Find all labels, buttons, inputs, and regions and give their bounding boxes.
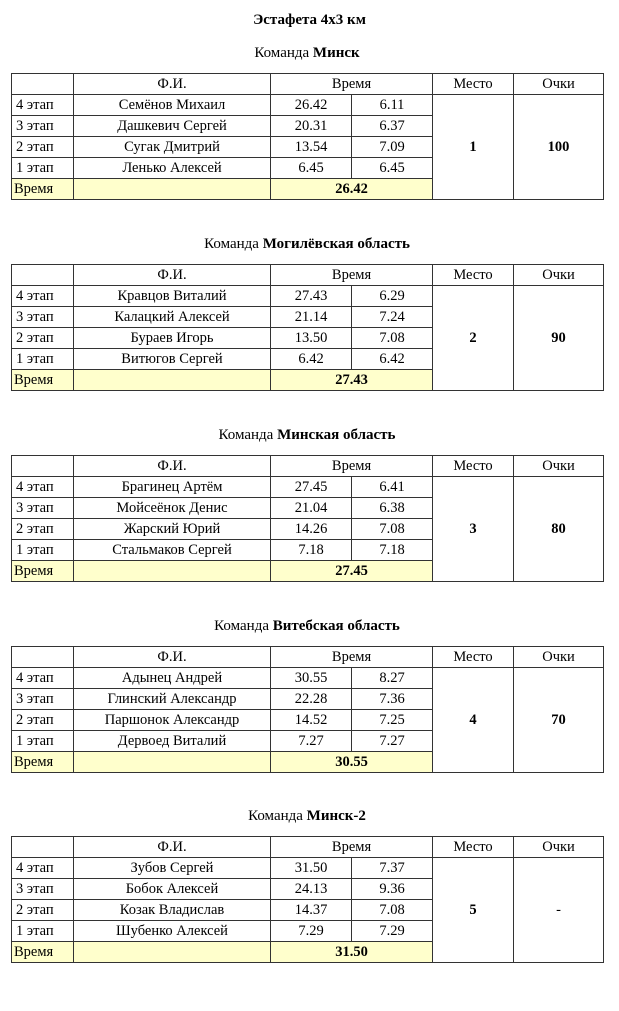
stage-cell: 3 этап (12, 116, 74, 137)
split-time-cell: 7.18 (352, 540, 433, 561)
team-name: Витебская область (272, 618, 400, 634)
team-block (11, 43, 603, 200)
points-cell: 90 (514, 286, 604, 391)
split-time-cell: 6.38 (352, 498, 433, 519)
table-row (12, 668, 604, 689)
team-block (11, 234, 603, 391)
athlete-name-cell: Жарский Юрий (74, 519, 271, 540)
table-row (12, 858, 604, 879)
table-row (12, 95, 604, 116)
team-heading (11, 425, 603, 445)
stage-header (12, 837, 74, 858)
split-time-cell: 8.27 (352, 668, 433, 689)
stage-cell: 2 этап (12, 519, 74, 540)
cumulative-time-cell: 7.29 (271, 921, 352, 942)
cumulative-time-cell: 14.26 (271, 519, 352, 540)
stage-cell: 1 этап (12, 158, 74, 179)
team-heading (11, 616, 603, 636)
stage-header (12, 74, 74, 95)
split-time-cell: 7.09 (352, 137, 433, 158)
split-time-cell: 7.08 (352, 900, 433, 921)
total-fill (74, 752, 271, 773)
place-cell: 2 (433, 286, 514, 391)
stage-cell: 1 этап (12, 921, 74, 942)
split-time-cell: 6.29 (352, 286, 433, 307)
cumulative-time-cell: 24.13 (271, 879, 352, 900)
cumulative-time-cell: 21.04 (271, 498, 352, 519)
total-time-value: 31.50 (271, 942, 433, 963)
points-header: Очки (514, 837, 604, 858)
header-row (12, 456, 604, 477)
cumulative-time-cell: 31.50 (271, 858, 352, 879)
place-cell: 4 (433, 668, 514, 773)
stage-cell: 4 этап (12, 858, 74, 879)
cumulative-time-cell: 26.42 (271, 95, 352, 116)
time-header: Время (271, 74, 433, 95)
cumulative-time-cell: 22.28 (271, 689, 352, 710)
stage-cell: 2 этап (12, 137, 74, 158)
stage-header (12, 456, 74, 477)
total-time-value: 26.42 (271, 179, 433, 200)
name-header: Ф.И. (74, 265, 271, 286)
split-time-cell: 7.29 (352, 921, 433, 942)
cumulative-time-cell: 21.14 (271, 307, 352, 328)
athlete-name-cell: Адынец Андрей (74, 668, 271, 689)
athlete-name-cell: Глинский Александр (74, 689, 271, 710)
table-row (12, 286, 604, 307)
team-name: Минск (312, 45, 360, 61)
total-fill (74, 561, 271, 582)
split-time-cell: 9.36 (352, 879, 433, 900)
stage-cell: 3 этап (12, 879, 74, 900)
stage-header (12, 647, 74, 668)
total-time-value: 27.43 (271, 370, 433, 391)
place-header: Место (433, 456, 514, 477)
points-header: Очки (514, 647, 604, 668)
stage-cell: 1 этап (12, 731, 74, 752)
athlete-name-cell: Брагинец Артём (74, 477, 271, 498)
team-prefix: Команда (214, 618, 269, 634)
stage-cell: 4 этап (12, 668, 74, 689)
athlete-name-cell: Витюгов Сергей (74, 349, 271, 370)
results-table (11, 73, 604, 200)
place-cell: 3 (433, 477, 514, 582)
team-block (11, 425, 603, 582)
split-time-cell: 6.42 (352, 349, 433, 370)
points-cell: - (514, 858, 604, 963)
points-header: Очки (514, 456, 604, 477)
team-prefix: Команда (218, 427, 274, 443)
athlete-name-cell: Козак Владислав (74, 900, 271, 921)
results-table (11, 646, 604, 773)
athlete-name-cell: Мойсеёнок Денис (74, 498, 271, 519)
place-header: Место (433, 265, 514, 286)
split-time-cell: 7.37 (352, 858, 433, 879)
total-fill (74, 179, 271, 200)
athlete-name-cell: Дашкевич Сергей (74, 116, 271, 137)
total-label: Время (12, 179, 74, 200)
split-time-cell: 6.41 (352, 477, 433, 498)
cumulative-time-cell: 27.43 (271, 286, 352, 307)
cumulative-time-cell: 14.52 (271, 710, 352, 731)
points-header: Очки (514, 265, 604, 286)
name-header: Ф.И. (74, 647, 271, 668)
cumulative-time-cell: 14.37 (271, 900, 352, 921)
header-row (12, 74, 604, 95)
split-time-cell: 7.08 (352, 328, 433, 349)
time-header: Время (271, 265, 433, 286)
total-label: Время (12, 561, 74, 582)
team-heading (11, 806, 603, 826)
cumulative-time-cell: 6.45 (271, 158, 352, 179)
place-header: Место (433, 837, 514, 858)
place-header: Место (433, 647, 514, 668)
split-time-cell: 6.45 (352, 158, 433, 179)
total-time-value: 30.55 (271, 752, 433, 773)
table-row (12, 477, 604, 498)
header-row (12, 265, 604, 286)
cumulative-time-cell: 7.27 (271, 731, 352, 752)
athlete-name-cell: Семёнов Михаил (74, 95, 271, 116)
team-name: Могилёвская область (262, 236, 410, 252)
header-row (12, 647, 604, 668)
team-block (11, 806, 603, 963)
team-heading (11, 43, 603, 63)
athlete-name-cell: Стальмаков Сергей (74, 540, 271, 561)
cumulative-time-cell: 13.50 (271, 328, 352, 349)
name-header: Ф.И. (74, 74, 271, 95)
split-time-cell: 6.37 (352, 116, 433, 137)
header-row (12, 837, 604, 858)
time-header: Время (271, 647, 433, 668)
team-block (11, 616, 603, 773)
total-label: Время (12, 942, 74, 963)
split-time-cell: 7.36 (352, 689, 433, 710)
team-name: Минская область (277, 427, 396, 443)
cumulative-time-cell: 6.42 (271, 349, 352, 370)
split-time-cell: 7.08 (352, 519, 433, 540)
team-name: Минск-2 (306, 808, 366, 824)
cumulative-time-cell: 30.55 (271, 668, 352, 689)
athlete-name-cell: Бураев Игорь (74, 328, 271, 349)
total-label: Время (12, 752, 74, 773)
stage-cell: 4 этап (12, 477, 74, 498)
team-heading (11, 234, 603, 254)
total-fill (74, 942, 271, 963)
split-time-cell: 7.24 (352, 307, 433, 328)
athlete-name-cell: Бобок Алексей (74, 879, 271, 900)
team-prefix: Команда (248, 808, 303, 824)
results-table (11, 836, 604, 963)
stage-cell: 4 этап (12, 95, 74, 116)
cumulative-time-cell: 13.54 (271, 137, 352, 158)
time-header: Время (271, 456, 433, 477)
name-header: Ф.И. (74, 837, 271, 858)
stage-cell: 4 этап (12, 286, 74, 307)
time-header: Время (271, 837, 433, 858)
stage-cell: 3 этап (12, 689, 74, 710)
points-cell: 80 (514, 477, 604, 582)
points-cell: 70 (514, 668, 604, 773)
stage-cell: 1 этап (12, 349, 74, 370)
place-cell: 1 (433, 95, 514, 200)
total-label: Время (12, 370, 74, 391)
athlete-name-cell: Кравцов Виталий (74, 286, 271, 307)
stage-cell: 2 этап (12, 710, 74, 731)
athlete-name-cell: Сугак Дмитрий (74, 137, 271, 158)
stage-cell: 1 этап (12, 540, 74, 561)
cumulative-time-cell: 27.45 (271, 477, 352, 498)
athlete-name-cell: Зубов Сергей (74, 858, 271, 879)
points-cell: 100 (514, 95, 604, 200)
results-table (11, 455, 604, 582)
page-title: Эстафета 4х3 км (253, 12, 366, 28)
team-prefix: Команда (204, 236, 259, 252)
cumulative-time-cell: 7.18 (271, 540, 352, 561)
points-header: Очки (514, 74, 604, 95)
total-time-value: 27.45 (271, 561, 433, 582)
results-table (11, 264, 604, 391)
athlete-name-cell: Шубенко Алексей (74, 921, 271, 942)
split-time-cell: 7.25 (352, 710, 433, 731)
place-header: Место (433, 74, 514, 95)
athlete-name-cell: Паршонок Александр (74, 710, 271, 731)
athlete-name-cell: Калацкий Алексей (74, 307, 271, 328)
place-cell: 5 (433, 858, 514, 963)
split-time-cell: 6.11 (352, 95, 433, 116)
athlete-name-cell: Дервоед Виталий (74, 731, 271, 752)
stage-cell: 2 этап (12, 900, 74, 921)
cumulative-time-cell: 20.31 (271, 116, 352, 137)
name-header: Ф.И. (74, 456, 271, 477)
total-fill (74, 370, 271, 391)
stage-header (12, 265, 74, 286)
team-prefix: Команда (254, 45, 310, 61)
split-time-cell: 7.27 (352, 731, 433, 752)
stage-cell: 3 этап (12, 498, 74, 519)
athlete-name-cell: Ленько Алексей (74, 158, 271, 179)
stage-cell: 3 этап (12, 307, 74, 328)
stage-cell: 2 этап (12, 328, 74, 349)
